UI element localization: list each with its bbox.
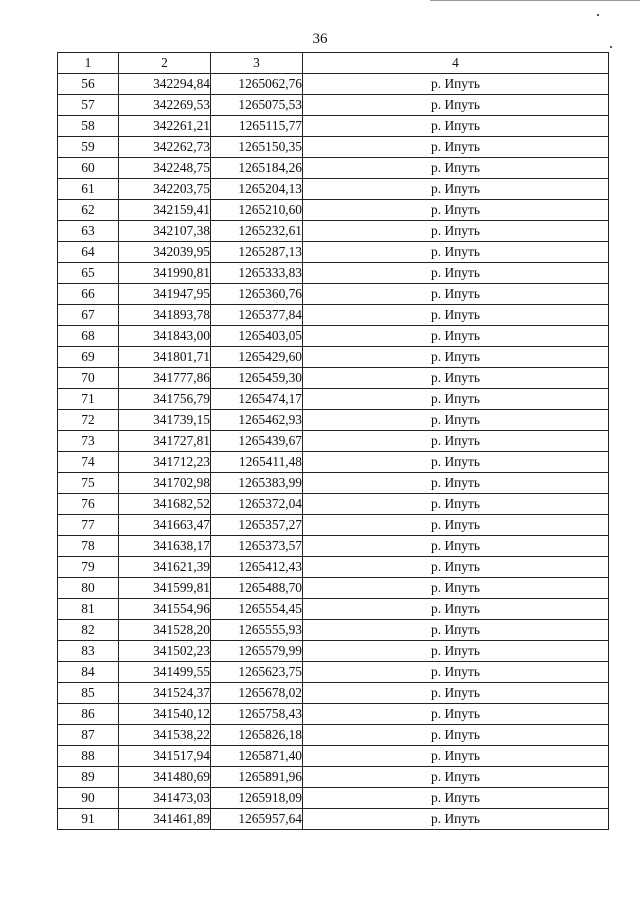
y-coordinate-cell: 1265411,48 [211,452,303,473]
x-coordinate-cell: 342107,38 [119,221,211,242]
y-coordinate-cell: 1265403,05 [211,326,303,347]
point-number-cell: 91 [58,809,119,830]
table-row [58,494,609,515]
description-cell: р. Ипуть [303,473,609,494]
point-number-cell: 83 [58,641,119,662]
description-cell: р. Ипуть [303,179,609,200]
description-cell: р. Ипуть [303,620,609,641]
x-coordinate-cell: 342261,21 [119,116,211,137]
x-coordinate-cell: 341461,89 [119,809,211,830]
y-coordinate-cell: 1265412,43 [211,557,303,578]
x-coordinate-cell: 341947,95 [119,284,211,305]
x-coordinate-cell: 341528,20 [119,620,211,641]
y-coordinate-cell: 1265210,60 [211,200,303,221]
description-cell: р. Ипуть [303,746,609,767]
point-number-cell: 80 [58,578,119,599]
y-coordinate-cell: 1265373,57 [211,536,303,557]
point-number-cell: 68 [58,326,119,347]
x-coordinate-cell: 342159,41 [119,200,211,221]
point-number-cell: 79 [58,557,119,578]
x-coordinate-cell: 342039,95 [119,242,211,263]
table-row [58,431,609,452]
table-row [58,158,609,179]
x-coordinate-cell: 341538,22 [119,725,211,746]
y-coordinate-cell: 1265826,18 [211,725,303,746]
x-coordinate-cell: 341499,55 [119,662,211,683]
x-coordinate-cell: 341990,81 [119,263,211,284]
point-number-cell: 60 [58,158,119,179]
y-coordinate-cell: 1265891,96 [211,767,303,788]
description-cell: р. Ипуть [303,326,609,347]
point-number-cell: 86 [58,704,119,725]
table-row [58,683,609,704]
y-coordinate-cell: 1265150,35 [211,137,303,158]
table-row [58,641,609,662]
point-number-cell: 66 [58,284,119,305]
description-cell: р. Ипуть [303,137,609,158]
table-row [58,788,609,809]
table-row [58,242,609,263]
x-coordinate-cell: 341702,98 [119,473,211,494]
scan-speck [597,14,599,16]
point-number-cell: 70 [58,368,119,389]
point-number-cell: 90 [58,788,119,809]
description-cell: р. Ипуть [303,683,609,704]
table-row [58,473,609,494]
y-coordinate-cell: 1265184,26 [211,158,303,179]
x-coordinate-cell: 341893,78 [119,305,211,326]
y-coordinate-cell: 1265383,99 [211,473,303,494]
description-cell: р. Ипуть [303,662,609,683]
description-cell: р. Ипуть [303,305,609,326]
table-row [58,326,609,347]
scan-edge-line [430,0,640,1]
y-coordinate-cell: 1265075,53 [211,95,303,116]
x-coordinate-cell: 341682,52 [119,494,211,515]
y-coordinate-cell: 1265462,93 [211,410,303,431]
page-number: 36 [312,31,328,47]
y-coordinate-cell: 1265377,84 [211,305,303,326]
table-row [58,557,609,578]
table-row [58,536,609,557]
y-coordinate-cell: 1265488,70 [211,578,303,599]
y-coordinate-cell: 1265429,60 [211,347,303,368]
description-cell: р. Ипуть [303,452,609,473]
x-coordinate-cell: 341756,79 [119,389,211,410]
point-number-cell: 81 [58,599,119,620]
y-coordinate-cell: 1265474,17 [211,389,303,410]
y-coordinate-cell: 1265918,09 [211,788,303,809]
table-row [58,704,609,725]
point-number-cell: 77 [58,515,119,536]
description-cell: р. Ипуть [303,494,609,515]
y-coordinate-cell: 1265579,99 [211,641,303,662]
table-row [58,452,609,473]
point-number-cell: 63 [58,221,119,242]
table-row [58,809,609,830]
description-cell: р. Ипуть [303,410,609,431]
table-row [58,95,609,116]
point-number-cell: 74 [58,452,119,473]
y-coordinate-cell: 1265871,40 [211,746,303,767]
x-coordinate-cell: 341540,12 [119,704,211,725]
table-row [58,116,609,137]
y-coordinate-cell: 1265204,13 [211,179,303,200]
x-coordinate-cell: 342294,84 [119,74,211,95]
y-coordinate-cell: 1265360,76 [211,284,303,305]
description-cell: р. Ипуть [303,578,609,599]
table-row [58,515,609,536]
y-coordinate-cell: 1265062,76 [211,74,303,95]
x-coordinate-cell: 341621,39 [119,557,211,578]
x-coordinate-cell: 341801,71 [119,347,211,368]
description-cell: р. Ипуть [303,74,609,95]
table-row [58,725,609,746]
y-coordinate-cell: 1265287,13 [211,242,303,263]
table-row [58,746,609,767]
point-number-cell: 88 [58,746,119,767]
point-number-cell: 65 [58,263,119,284]
table-row [58,263,609,284]
table-row [58,620,609,641]
table-row [58,410,609,431]
x-coordinate-cell: 342203,75 [119,179,211,200]
point-number-cell: 59 [58,137,119,158]
description-cell: р. Ипуть [303,788,609,809]
x-coordinate-cell: 341480,69 [119,767,211,788]
table-row [58,599,609,620]
y-coordinate-cell: 1265623,75 [211,662,303,683]
table-row [58,74,609,95]
description-cell: р. Ипуть [303,515,609,536]
y-coordinate-cell: 1265439,67 [211,431,303,452]
y-coordinate-cell: 1265232,61 [211,221,303,242]
point-number-cell: 76 [58,494,119,515]
column-header-4: 4 [303,53,609,74]
y-coordinate-cell: 1265957,64 [211,809,303,830]
column-header-3: 3 [211,53,303,74]
y-coordinate-cell: 1265333,83 [211,263,303,284]
point-number-cell: 58 [58,116,119,137]
description-cell: р. Ипуть [303,536,609,557]
table-row [58,368,609,389]
description-cell: р. Ипуть [303,284,609,305]
coordinates-table [57,52,609,830]
point-number-cell: 67 [58,305,119,326]
description-cell: р. Ипуть [303,116,609,137]
y-coordinate-cell: 1265758,43 [211,704,303,725]
x-coordinate-cell: 341473,03 [119,788,211,809]
x-coordinate-cell: 341517,94 [119,746,211,767]
point-number-cell: 87 [58,725,119,746]
table-row [58,305,609,326]
description-cell: р. Ипуть [303,221,609,242]
x-coordinate-cell: 341712,23 [119,452,211,473]
description-cell: р. Ипуть [303,599,609,620]
description-cell: р. Ипуть [303,767,609,788]
x-coordinate-cell: 342269,53 [119,95,211,116]
column-header-2: 2 [119,53,211,74]
description-cell: р. Ипуть [303,809,609,830]
description-cell: р. Ипуть [303,389,609,410]
y-coordinate-cell: 1265555,93 [211,620,303,641]
point-number-cell: 73 [58,431,119,452]
x-coordinate-cell: 342262,73 [119,137,211,158]
x-coordinate-cell: 341727,81 [119,431,211,452]
table-row [58,578,609,599]
point-number-cell: 69 [58,347,119,368]
x-coordinate-cell: 341524,37 [119,683,211,704]
table-row [58,137,609,158]
y-coordinate-cell: 1265372,04 [211,494,303,515]
table-row [58,200,609,221]
description-cell: р. Ипуть [303,242,609,263]
table-row [58,221,609,242]
description-cell: р. Ипуть [303,557,609,578]
y-coordinate-cell: 1265115,77 [211,116,303,137]
x-coordinate-cell: 341638,17 [119,536,211,557]
y-coordinate-cell: 1265554,45 [211,599,303,620]
y-coordinate-cell: 1265678,02 [211,683,303,704]
y-coordinate-cell: 1265459,30 [211,368,303,389]
description-cell: р. Ипуть [303,725,609,746]
point-number-cell: 75 [58,473,119,494]
point-number-cell: 61 [58,179,119,200]
table-row [58,347,609,368]
point-number-cell: 82 [58,620,119,641]
column-header-1: 1 [58,53,119,74]
x-coordinate-cell: 341599,81 [119,578,211,599]
point-number-cell: 89 [58,767,119,788]
point-number-cell: 72 [58,410,119,431]
table-header-row [58,53,609,74]
description-cell: р. Ипуть [303,641,609,662]
y-coordinate-cell: 1265357,27 [211,515,303,536]
table-row [58,662,609,683]
point-number-cell: 64 [58,242,119,263]
x-coordinate-cell: 341843,00 [119,326,211,347]
description-cell: р. Ипуть [303,158,609,179]
x-coordinate-cell: 341554,96 [119,599,211,620]
description-cell: р. Ипуть [303,263,609,284]
x-coordinate-cell: 341777,86 [119,368,211,389]
description-cell: р. Ипуть [303,347,609,368]
table-row [58,284,609,305]
x-coordinate-cell: 341739,15 [119,410,211,431]
description-cell: р. Ипуть [303,95,609,116]
description-cell: р. Ипуть [303,431,609,452]
point-number-cell: 84 [58,662,119,683]
description-cell: р. Ипуть [303,368,609,389]
description-cell: р. Ипуть [303,704,609,725]
table-row [58,767,609,788]
x-coordinate-cell: 342248,75 [119,158,211,179]
point-number-cell: 62 [58,200,119,221]
point-number-cell: 78 [58,536,119,557]
x-coordinate-cell: 341663,47 [119,515,211,536]
point-number-cell: 56 [58,74,119,95]
point-number-cell: 57 [58,95,119,116]
x-coordinate-cell: 341502,23 [119,641,211,662]
description-cell: р. Ипуть [303,200,609,221]
table-body [58,74,609,830]
table-row [58,389,609,410]
table-row [58,179,609,200]
point-number-cell: 85 [58,683,119,704]
point-number-cell: 71 [58,389,119,410]
